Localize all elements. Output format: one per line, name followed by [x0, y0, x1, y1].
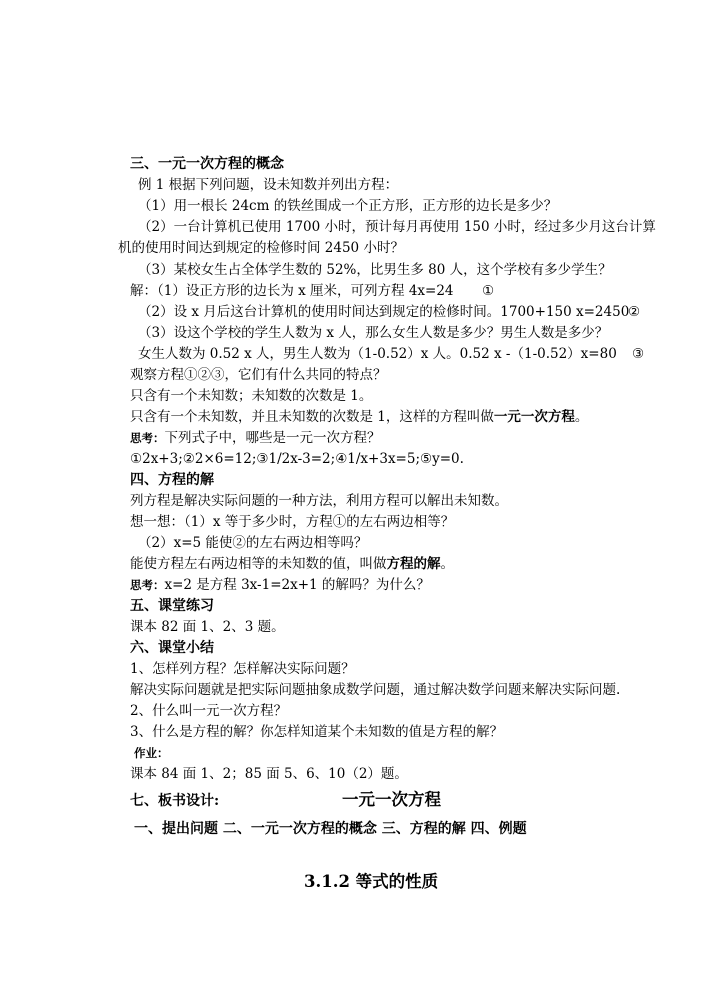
think-prompt-2 [130, 575, 430, 595]
section3-heading: 三、一元一次方程的概念 [130, 156, 284, 172]
think-text-2: x=2 是方程 3x-1=2x+1 的解吗？为什么？ [164, 577, 430, 593]
equation-marker-3: ③ [632, 346, 645, 362]
equation-marker-1: ① [482, 283, 495, 299]
section7-heading: 七、板书设计: [130, 793, 220, 809]
answer-1: 解：（1）设正方形的边长为 x 厘米，可列方程 4x=24 [130, 283, 454, 299]
section4-heading: 四、方程的解 [130, 472, 214, 488]
section5-heading: 五、课堂练习 [130, 598, 214, 614]
definition-term: 一元一次方程 [493, 409, 575, 425]
solution-term: 方程的解 [386, 556, 441, 572]
section4-paragraph-3: （2）x=5 能使②的左右两边相等吗？ [138, 535, 368, 551]
question-2-line1: （2）一台计算机已使用 1700 小时，预计每月再使用 150 小时，经过多少月这台计算 [138, 219, 656, 235]
summary-question-2: 2、什么叫一元一次方程？ [130, 703, 288, 719]
think-text-1: 下列式子中，哪些是一元一次方程？ [164, 430, 381, 446]
board-title: 一元一次方程 [342, 790, 441, 809]
think-prompt-1 [130, 428, 381, 448]
answer-3-detail: 女生人数为 0.52 x 人，男生人数为（1-0.52）x 人。0.52 x -（1-0.52）x=80 [138, 346, 617, 362]
summary-question-1: 1、怎样列方程？怎样解决实际问题？ [130, 661, 355, 677]
definition-prefix: 只含有一个未知数，并且未知数的次数是 1，这样的方程叫做 [130, 409, 494, 425]
question-1: （1）用一根长 24cm 的铁丝围成一个正方形，正方形的边长是多少？ [138, 198, 558, 214]
next-section-title: 3.1.2 等式的性质 [304, 872, 439, 891]
homework-text: 课本 84 面 1、2；85 面 5、6、10（2）题。 [130, 766, 408, 782]
solution-definition [130, 554, 454, 574]
homework-label: 作业： [134, 746, 169, 760]
section6-heading: 六、课堂小结 [130, 640, 214, 656]
think-options: ①2x+3;②2×6=12;③1/2x-3=2;④1/x+3x=5;⑤y=0. [130, 451, 464, 467]
section4-paragraph-1: 列方程是解决实际问题的一种方法，利用方程可以解出未知数。 [130, 493, 508, 509]
equation-marker-2: ② [628, 304, 641, 320]
question-2-line2: 机的使用时间达到规定的检修时间 2450 小时？ [118, 240, 404, 256]
definition [130, 407, 588, 427]
common-feature: 只含有一个未知数；未知数的次数是 1。 [130, 388, 373, 404]
question-3: （3）某校女生占全体学生数的 52%，比男生多 80 人，这个学校有多少学生？ [138, 262, 612, 278]
think-label-2: 思考： [130, 578, 165, 592]
summary-question-3: 3、什么是方程的解？你怎样知道某个未知数的值是方程的解？ [130, 724, 504, 740]
solution-prefix: 能使方程左右两边相等的未知数的值，叫做 [130, 556, 387, 572]
board-outline: 一、提出问题 二、一元一次方程的概念 三、方程的解 四、例题 [134, 821, 527, 837]
summary-answer-1: 解决实际问题就是把实际问题抽象成数学问题，通过解决数学问题来解决实际问题. [130, 682, 621, 698]
answer-3: （3）设这个学校的学生人数为 x 人，那么女生人数是多少？男生人数是多少？ [138, 325, 609, 341]
answer-2: （2）设 x 月后这台计算机的使用时间达到规定的检修时间。1700+150 x=2450 [138, 304, 630, 320]
think-label-1: 思考： [130, 431, 165, 445]
observe-question: 观察方程①②③，它们有什么共同的特点？ [130, 367, 387, 383]
section4-paragraph-2: 想一想：（1）x 等于多少时，方程①的左右两边相等？ [130, 514, 455, 530]
example-intro: 例 1 根据下列问题，设未知数并列出方程： [138, 177, 399, 193]
definition-suffix: 。 [574, 409, 589, 425]
solution-suffix: 。 [440, 556, 454, 572]
section5-text: 课本 82 面 1、2、3 题。 [130, 619, 285, 635]
